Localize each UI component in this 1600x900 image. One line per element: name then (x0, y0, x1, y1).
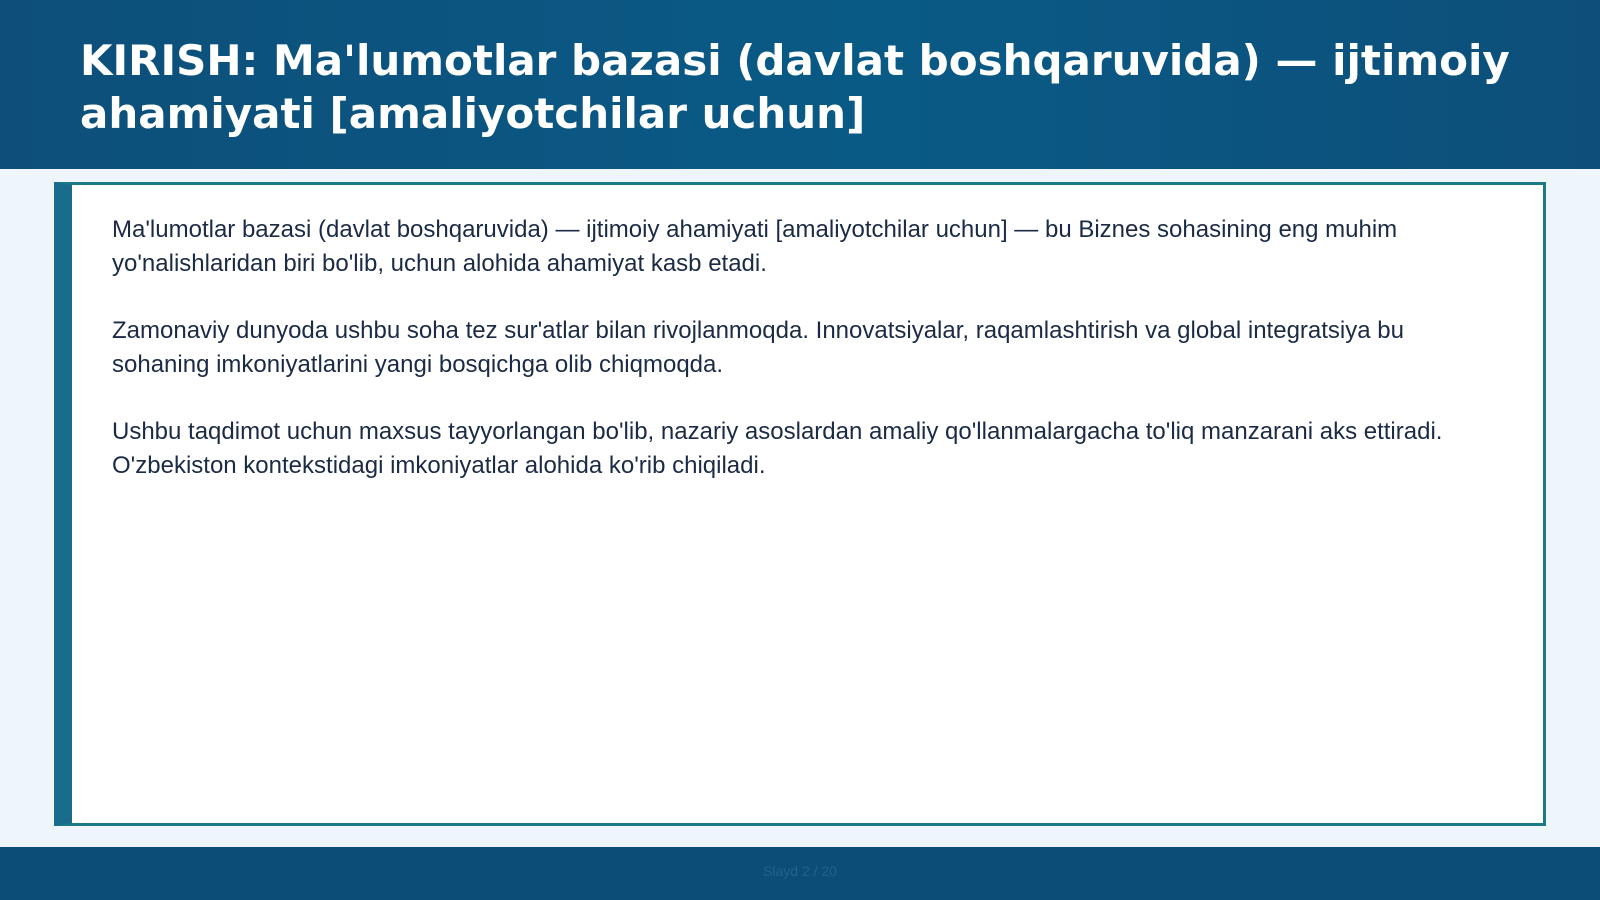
slide-title: KIRISH: Ma'lumotlar bazasi (davlat boshqaruvida) — ijtimoiy ahamiyati [amaliyotchilar uchun] (80, 36, 1510, 138)
content-body (112, 213, 1503, 516)
paragraph-intro: Ma'lumotlar bazasi (davlat boshqaruvida) — ijtimoiy ahamiyati [amaliyotchilar uchun] — bu Biznes sohasining eng muhim yo'nalishlaridan biri bo'lib, uchun alohida ahamiyat kasb etadi. (112, 216, 1398, 277)
slide-footer (0, 847, 1600, 900)
slide-header (0, 0, 1600, 169)
slide-number: Slayd 2 / 20 (763, 863, 837, 879)
paragraph-modern-world: Zamonaviy dunyoda ushbu soha tez sur'atlar bilan rivojlanmoqda. Innovatsiyalar, raqamlashtirish va global integratsiya bu sohaning imkoniyatlarini yangi bosqichga olib chiqmoqda. (112, 317, 1404, 378)
content-card (54, 182, 1546, 826)
paragraph-presentation-purpose: Ushbu taqdimot uchun maxsus tayyorlangan bo'lib, nazariy asoslardan amaliy qo'llanmalargacha to'liq manzarani aks ettiradi. O'zbekiston kontekstidagi imkoniyatlar alohida ko'rib chiqiladi. (112, 418, 1443, 479)
